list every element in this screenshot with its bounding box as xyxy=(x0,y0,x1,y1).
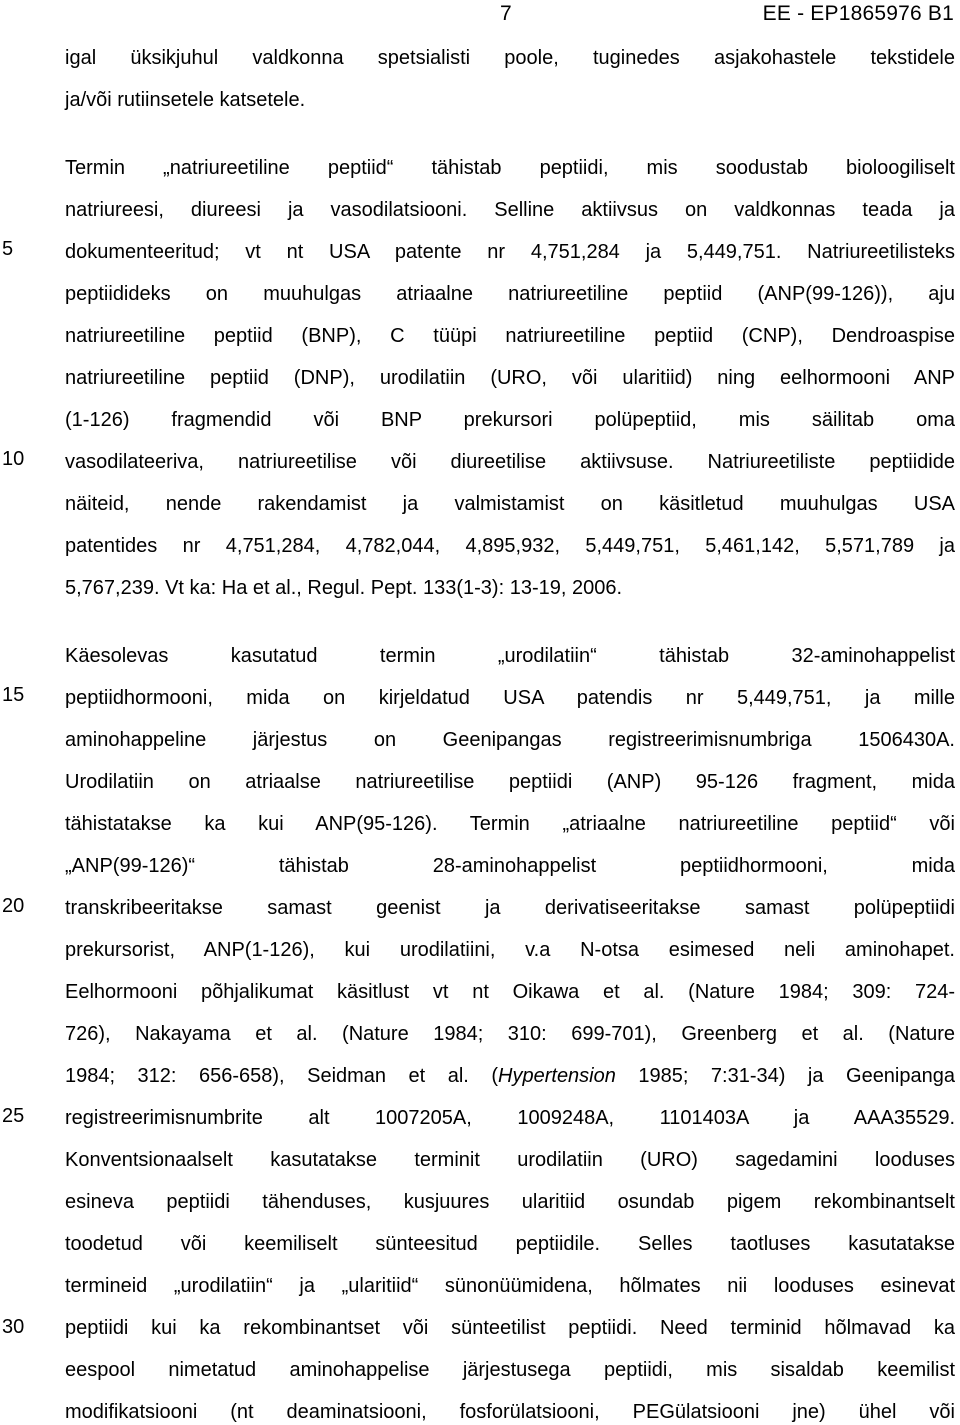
text-line: esineva peptiidi tähenduses, kusjuures ularitiid osundab pigem rekombinantselt xyxy=(65,1191,955,1213)
text-line: 1984; 312: 656-658), Seidman et al. (Hypertension 1985; 7:31-34) ja Geenipanga xyxy=(65,1065,955,1087)
text-line: peptiidhormooni, mida on kirjeldatud USA patendis nr 5,449,751, ja mille xyxy=(65,687,955,709)
line-number-15: 15 xyxy=(2,684,25,706)
text-line: vasodilateeriva, natriureetilise või diureetilise aktiivsuse. Natriureetiliste peptiidide xyxy=(65,451,955,473)
text-line: (1-126) fragmendid või BNP prekursori polüpeptiid, mis säilitab oma xyxy=(65,409,955,431)
line-number-25: 25 xyxy=(2,1105,25,1127)
text-line: termineid „urodilatiin“ ja „ularitiid“ sünonüümidena, hõlmates nii looduses esinevat xyxy=(65,1275,955,1297)
text-line: patentides nr 4,751,284, 4,782,044, 4,895,932, 5,449,751, 5,461,142, 5,571,789 ja xyxy=(65,535,955,557)
text-line: natriureesi, diureesi ja vasodilatsiooni. Selline aktiivsus on valdkonnas teada ja xyxy=(65,199,955,221)
text-line: Käesolevas kasutatud termin „urodilatiin“ tähistab 32-aminohappelist xyxy=(65,645,955,667)
text-line: aminohappeline järjestus on Geenipangas registreerimisnumbriga 1506430A. xyxy=(65,729,955,751)
text-line: Termin „natriureetiline peptiid“ tähistab peptiidi, mis soodustab bioloogiliselt xyxy=(65,157,955,179)
text-line: Konventsionaalselt kasutatakse terminit urodilatiin (URO) sagedamini looduses xyxy=(65,1149,955,1171)
text-line: „ANP(99-126)“ tähistab 28-aminohappelist peptiidhormooni, mida xyxy=(65,855,955,877)
text-line: peptiidi kui ka rekombinantset või sünteetilist peptiidi. Need terminid hõlmavad ka xyxy=(65,1317,955,1339)
line-number-5: 5 xyxy=(2,238,14,260)
line-number-30: 30 xyxy=(2,1316,25,1338)
text-line: transkribeeritakse samast geenist ja derivatiseeritakse samast polüpeptiidi xyxy=(65,897,955,919)
text-line: Eelhormooni põhjalikumat käsitlust vt nt Oikawa et al. (Nature 1984; 309: 724- xyxy=(65,981,955,1003)
text-line: eespool nimetatud aminohappelise järjestusega peptiidi, mis sisaldab keemilist xyxy=(65,1359,955,1381)
text-line: igal üksikjuhul valdkonna spetsialisti poole, tuginedes asjakohastele tekstidele xyxy=(65,47,955,69)
line-number-20: 20 xyxy=(2,895,25,917)
text-line: tähistatakse ka kui ANP(95-126). Termin „atriaalne natriureetiline peptiid“ või xyxy=(65,813,955,835)
text-line: Urodilatiin on atriaalse natriureetilise peptiidi (ANP) 95-126 fragment, mida xyxy=(65,771,955,793)
text-line: ja/või rutiinsetele katsetele. xyxy=(65,89,306,111)
text-line: peptiidideks on muuhulgas atriaalne natriureetiline peptiid (ANP(99-126)), aju xyxy=(65,283,955,305)
text-line: modifikatsiooni (nt deaminatsiooni, fosforülatsiooni, PEGülatsiooni jne) ühel või xyxy=(65,1401,955,1423)
text-line: toodetud või keemiliselt sünteesitud peptiidile. Selles taotluses kasutatakse xyxy=(65,1233,955,1255)
text-line: 726), Nakayama et al. (Nature 1984; 310: 699-701), Greenberg et al. (Nature xyxy=(65,1023,955,1045)
text-line: prekursorist, ANP(1-126), kui urodilatiini, v.a N-otsa esimesed neli aminohapet. xyxy=(65,939,955,961)
text-line: registreerimisnumbrite alt 1007205A, 1009248A, 1101403A ja AAA35529. xyxy=(65,1107,955,1129)
journal-name-italic: Hypertension xyxy=(498,1065,616,1087)
text-line: natriureetiline peptiid (DNP), urodilatiin (URO, või ularitiid) ning eelhormooni ANP xyxy=(65,367,955,389)
text-line: dokumenteeritud; vt nt USA patente nr 4,751,284 ja 5,449,751. Natriureetilisteks xyxy=(65,241,955,263)
text-line: natriureetiline peptiid (BNP), C tüüpi natriureetiline peptiid (CNP), Dendroaspise xyxy=(65,325,955,347)
text-line: näiteid, nende rakendamist ja valmistamist on käsitletud muuhulgas USA xyxy=(65,493,955,515)
text-line: 5,767,239. Vt ka: Ha et al., Regul. Pept. 133(1-3): 13-19, 2006. xyxy=(65,577,623,599)
patent-id: EE - EP1865976 B1 xyxy=(762,2,954,25)
page-number: 7 xyxy=(500,2,512,25)
line-number-10: 10 xyxy=(2,448,25,470)
